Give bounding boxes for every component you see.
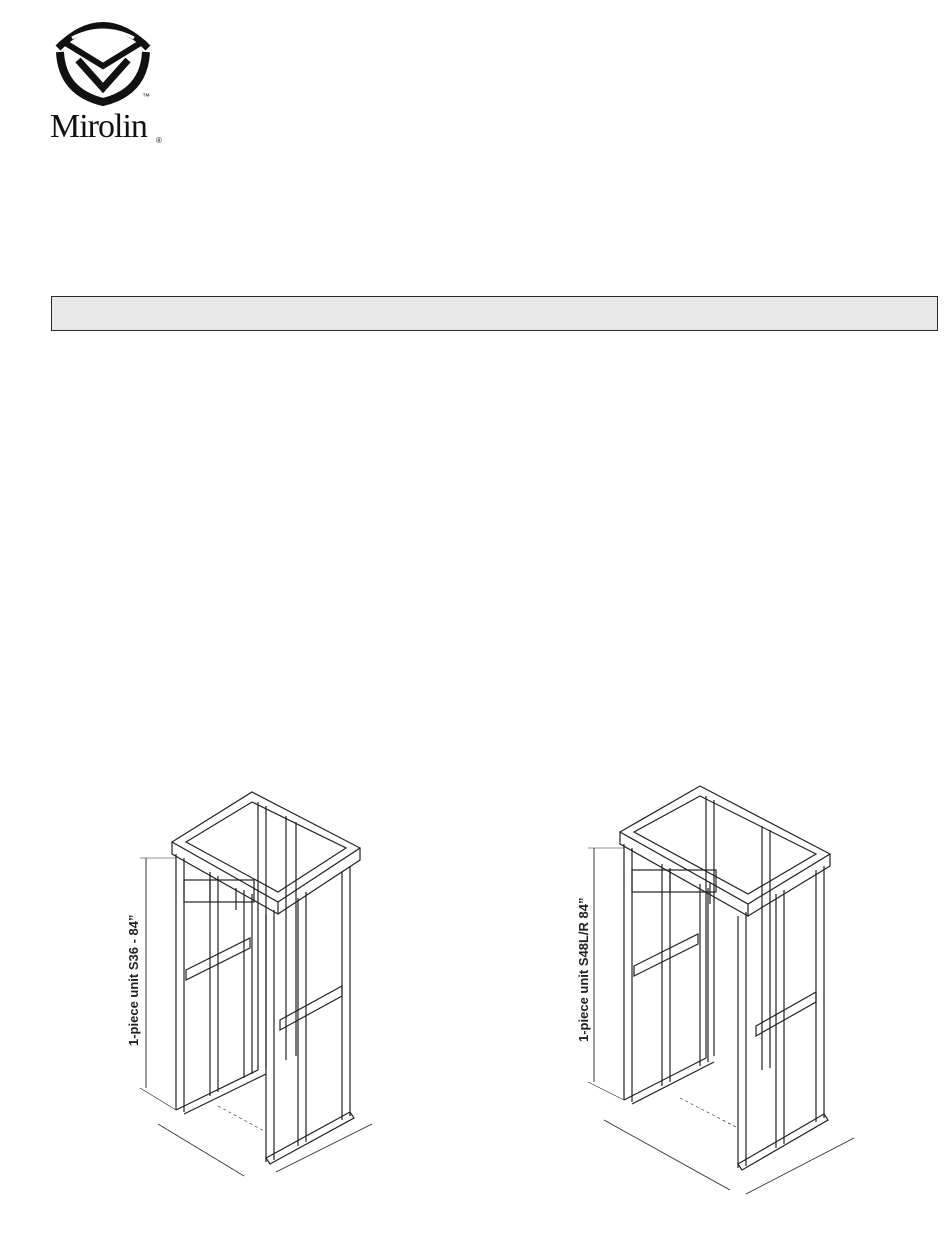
trademark-symbol: ™ (142, 92, 150, 101)
registered-symbol: ® (156, 136, 162, 145)
framing-diagram-s36 (120, 780, 400, 1200)
framing-diagram-s48 (570, 770, 870, 1210)
mirolin-logo (48, 8, 168, 148)
height-label: 1-piece unit S36 - 84” (126, 914, 141, 1046)
stud-frame-drawing (570, 770, 870, 1210)
brand-name: Mirolin (50, 108, 147, 145)
stud-frame-drawing (120, 780, 400, 1200)
section-banner (51, 296, 938, 331)
height-label: 1-piece unit S48L/R 84” (576, 897, 591, 1042)
